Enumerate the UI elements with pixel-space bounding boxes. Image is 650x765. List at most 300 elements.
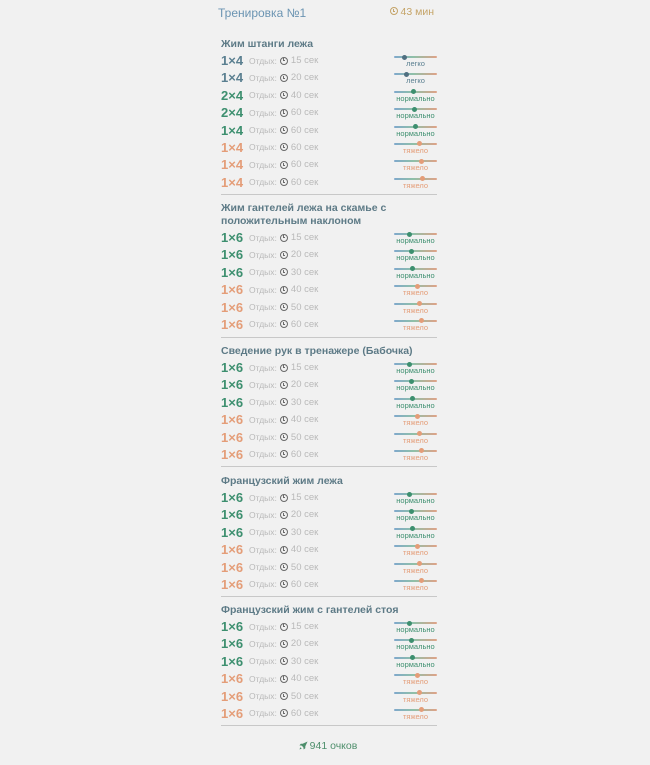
set-rest (249, 705, 318, 722)
workout-duration-value: 43 мин (400, 6, 434, 18)
intensity-label: тяжело (402, 711, 429, 721)
set-rest (249, 229, 318, 246)
set-list (221, 52, 437, 191)
set-row (221, 316, 437, 333)
intensity-track (394, 657, 437, 659)
rest-label: Отдых: (249, 673, 277, 684)
exercise-card (221, 475, 437, 597)
rest-time: 60 сек (290, 176, 319, 188)
intensity-meter (394, 73, 437, 86)
rest-time: 40 сек (290, 89, 319, 101)
intensity-track (394, 433, 437, 435)
set-list (221, 618, 437, 722)
rest-label: Отдых: (249, 284, 277, 295)
intensity-meter (394, 639, 437, 652)
rest-label: Отдых: (249, 232, 277, 243)
rest-label: Отдых: (249, 527, 277, 538)
intensity-track (394, 250, 437, 252)
intensity-label: тяжело (402, 305, 429, 315)
set-reps: 2×4 (221, 105, 244, 121)
intensity-label: нормально (396, 236, 435, 245)
rest-label: Отдых: (249, 267, 277, 278)
set-reps: 1×6 (221, 653, 244, 669)
rest-label: Отдых: (249, 177, 277, 188)
clock-icon (280, 74, 288, 82)
clock-icon (280, 234, 288, 242)
set-row (221, 541, 437, 558)
rest-time: 60 сек (290, 141, 319, 153)
rest-time: 60 сек (290, 707, 319, 719)
intensity-meter (394, 493, 437, 506)
set-list (221, 489, 437, 593)
clock-icon (280, 381, 288, 389)
intensity-meter (394, 268, 437, 281)
set-rest (249, 69, 318, 86)
rest-label: Отдых: (249, 72, 277, 83)
intensity-label: нормально (396, 111, 435, 121)
clock-icon (280, 580, 288, 588)
intensity-meter (394, 285, 437, 298)
exercise-card (221, 38, 437, 195)
set-rest (249, 576, 318, 593)
rest-time: 60 сек (290, 124, 319, 136)
intensity-meter (394, 415, 437, 428)
intensity-track (394, 692, 437, 694)
set-rest (249, 264, 318, 281)
set-reps: 1×6 (221, 429, 244, 445)
clock-icon (280, 303, 288, 311)
set-reps: 1×6 (221, 688, 244, 704)
rest-time: 60 сек (290, 318, 319, 330)
rest-time: 20 сек (290, 72, 319, 84)
rest-time: 20 сек (290, 249, 319, 261)
intensity-track (394, 178, 437, 180)
set-reps: 1×6 (221, 299, 244, 315)
rest-label: Отдых: (249, 414, 277, 425)
set-reps: 1×6 (221, 377, 244, 393)
intensity-label: тяжело (402, 677, 429, 687)
set-rest (249, 506, 318, 523)
intensity-track (394, 363, 437, 365)
set-row (221, 705, 437, 722)
rest-label: Отдых: (249, 638, 277, 649)
intensity-track (394, 56, 437, 58)
intensity-label: тяжело (402, 548, 429, 558)
set-row (221, 446, 437, 463)
exercise-card (221, 202, 437, 338)
workout-duration (390, 6, 434, 18)
clock-icon (280, 398, 288, 406)
intensity-label: тяжело (402, 288, 429, 298)
set-rest (249, 559, 318, 576)
rest-time: 50 сек (290, 690, 319, 702)
intensity-meter (394, 56, 437, 69)
points-value: 941 очков (309, 740, 358, 752)
clock-icon (280, 364, 288, 372)
set-row (221, 69, 437, 86)
intensity-label: нормально (396, 530, 435, 540)
rest-time: 40 сек (290, 414, 319, 426)
set-rest (249, 394, 318, 411)
set-row (221, 489, 437, 506)
intensity-meter (394, 398, 437, 411)
intensity-meter (394, 510, 437, 523)
intensity-label: нормально (396, 400, 435, 410)
exercise-card (221, 345, 437, 467)
rest-label: Отдых: (249, 302, 277, 313)
set-reps: 1×4 (221, 174, 244, 190)
rest-time: 20 сек (290, 509, 319, 521)
rest-time: 40 сек (290, 544, 319, 556)
rest-time: 15 сек (290, 362, 319, 373)
set-rest (249, 359, 318, 376)
rest-time: 50 сек (290, 301, 319, 313)
set-reps: 1×6 (221, 671, 244, 687)
intensity-label: нормально (396, 253, 435, 263)
set-row (221, 246, 437, 263)
set-rest (249, 446, 318, 463)
set-row (221, 104, 437, 121)
set-reps: 1×6 (221, 230, 244, 245)
clock-icon (280, 692, 288, 700)
exercise-card (221, 604, 437, 726)
intensity-track (394, 143, 437, 145)
rest-label: Отдых: (249, 142, 277, 153)
intensity-meter (394, 126, 437, 139)
set-reps: 1×6 (221, 282, 244, 298)
intensity-meter (394, 433, 437, 446)
set-rest (249, 635, 318, 652)
intensity-meter (394, 545, 437, 558)
set-row (221, 394, 437, 411)
intensity-label: нормально (396, 93, 435, 103)
rest-label: Отдых: (249, 107, 277, 118)
rest-label: Отдых: (249, 691, 277, 702)
set-reps: 1×6 (221, 412, 244, 428)
set-row (221, 281, 437, 298)
clock-icon (280, 511, 288, 519)
clock-icon (280, 709, 288, 717)
clock-icon (280, 623, 288, 631)
rest-label: Отдых: (249, 509, 277, 520)
intensity-track (394, 450, 437, 452)
intensity-label: нормально (396, 496, 435, 505)
set-rest (249, 376, 318, 393)
set-reps: 1×6 (221, 490, 244, 505)
intensity-track (394, 528, 437, 530)
intensity-label: нормально (396, 659, 435, 669)
intensity-label: тяжело (402, 163, 429, 173)
intensity-meter (394, 178, 437, 191)
set-reps: 1×6 (221, 576, 244, 592)
rest-time: 40 сек (290, 673, 319, 685)
workout-title: Тренировка №1 (218, 6, 307, 20)
rest-label: Отдых: (249, 579, 277, 590)
set-rest (249, 489, 318, 506)
intensity-label: нормально (396, 383, 435, 393)
intensity-meter (394, 143, 437, 156)
set-rest (249, 139, 318, 156)
clock-icon (280, 433, 288, 441)
set-reps: 1×6 (221, 360, 244, 375)
intensity-meter (394, 528, 437, 541)
set-rest (249, 52, 318, 69)
intensity-label: тяжело (402, 694, 429, 704)
set-reps: 1×6 (221, 542, 244, 558)
set-reps: 1×6 (221, 619, 244, 634)
intensity-track (394, 510, 437, 512)
intensity-track (394, 380, 437, 382)
rest-time: 20 сек (290, 379, 319, 391)
set-row (221, 688, 437, 705)
rest-time: 30 сек (290, 396, 319, 408)
set-reps: 1×4 (221, 157, 244, 173)
intensity-label: нормально (396, 513, 435, 523)
rest-label: Отдых: (249, 397, 277, 408)
rest-time: 60 сек (290, 448, 319, 460)
intensity-meter (394, 657, 437, 670)
set-rest (249, 246, 318, 263)
rest-label: Отдых: (249, 492, 277, 503)
clock-icon (280, 251, 288, 259)
set-rest (249, 87, 318, 104)
intensity-track (394, 320, 437, 322)
set-rest (249, 688, 318, 705)
intensity-label: тяжело (402, 418, 429, 428)
clock-icon (280, 657, 288, 665)
set-reps: 1×6 (221, 247, 244, 263)
set-row (221, 139, 437, 156)
rest-label: Отдых: (249, 379, 277, 390)
set-row (221, 576, 437, 593)
set-rest (249, 122, 318, 139)
intensity-label: тяжело (402, 145, 429, 155)
intensity-label: тяжело (402, 435, 429, 445)
clock-icon (280, 320, 288, 328)
clock-icon (280, 143, 288, 151)
rest-time: 60 сек (290, 159, 319, 171)
intensity-track (394, 709, 437, 711)
rest-time: 60 сек (290, 578, 319, 590)
clock-icon (280, 563, 288, 571)
set-reps: 1×4 (221, 70, 244, 86)
intensity-meter (394, 380, 437, 393)
rest-label: Отдых: (249, 362, 277, 373)
intensity-track (394, 622, 437, 624)
clock-icon (280, 91, 288, 99)
intensity-meter (394, 303, 437, 316)
rest-time: 15 сек (290, 621, 319, 632)
set-rest (249, 524, 318, 541)
set-row (221, 635, 437, 652)
set-rest (249, 429, 318, 446)
intensity-label: нормально (396, 270, 435, 280)
set-reps: 1×4 (221, 53, 244, 68)
intensity-track (394, 639, 437, 641)
rest-time: 30 сек (290, 655, 319, 667)
set-rest (249, 299, 318, 316)
points-total (220, 740, 436, 752)
set-row (221, 299, 437, 316)
set-reps: 1×6 (221, 394, 244, 410)
rest-label: Отдых: (249, 449, 277, 460)
intensity-label: тяжело (402, 452, 429, 462)
intensity-meter (394, 91, 437, 104)
set-rest (249, 653, 318, 670)
workout-header (218, 6, 434, 22)
rest-time: 15 сек (290, 55, 319, 66)
clock-icon (280, 268, 288, 276)
set-reps: 1×6 (221, 264, 244, 280)
clock-icon (280, 57, 288, 65)
set-row (221, 559, 437, 576)
rest-time: 50 сек (290, 431, 319, 443)
rest-time: 15 сек (290, 232, 319, 243)
intensity-meter (394, 692, 437, 705)
intensity-track (394, 580, 437, 582)
exercise-name: Французский жим с гантелей стоя (221, 604, 399, 616)
set-reps: 1×6 (221, 559, 244, 575)
intensity-label: тяжело (402, 180, 429, 190)
rest-label: Отдых: (249, 544, 277, 555)
intensity-meter (394, 563, 437, 576)
rest-time: 40 сек (290, 284, 319, 296)
clock-icon (280, 640, 288, 648)
intensity-track (394, 398, 437, 400)
intensity-meter (394, 622, 437, 635)
set-reps: 1×6 (221, 524, 244, 540)
rest-label: Отдых: (249, 125, 277, 136)
rest-label: Отдых: (249, 249, 277, 260)
set-reps: 1×6 (221, 316, 244, 332)
clock-icon (280, 528, 288, 536)
clock-icon (280, 178, 288, 186)
clock-icon (280, 675, 288, 683)
intensity-meter (394, 363, 437, 376)
intensity-meter (394, 674, 437, 687)
rest-label: Отдых: (249, 562, 277, 573)
rest-time: 30 сек (290, 266, 319, 278)
intensity-track (394, 563, 437, 565)
rest-label: Отдых: (249, 55, 277, 66)
clock-icon (280, 546, 288, 554)
set-rest (249, 618, 318, 635)
clock-icon (280, 494, 288, 502)
set-row (221, 156, 437, 173)
set-rest (249, 156, 318, 173)
exercise-name: Французский жим лежа (221, 475, 343, 487)
set-reps: 1×6 (221, 636, 244, 652)
intensity-track (394, 303, 437, 305)
set-row (221, 524, 437, 541)
set-row (221, 618, 437, 635)
set-reps: 1×6 (221, 446, 244, 462)
set-rest (249, 281, 318, 298)
intensity-label: тяжело (402, 582, 429, 592)
set-row (221, 174, 437, 191)
intensity-meter (394, 233, 437, 246)
set-row (221, 653, 437, 670)
intensity-track (394, 493, 437, 495)
set-rest (249, 411, 318, 428)
intensity-label: легко (406, 59, 425, 68)
intensity-label: нормально (396, 642, 435, 652)
set-row (221, 87, 437, 104)
set-rest (249, 541, 318, 558)
set-row (221, 264, 437, 281)
intensity-track (394, 268, 437, 270)
set-reps: 1×6 (221, 507, 244, 523)
set-row (221, 229, 437, 246)
intensity-meter (394, 450, 437, 463)
rest-label: Отдых: (249, 708, 277, 719)
rest-label: Отдых: (249, 319, 277, 330)
set-rest (249, 174, 318, 191)
set-row (221, 506, 437, 523)
clock-icon (390, 7, 398, 15)
rest-time: 30 сек (290, 526, 319, 538)
clock-icon (280, 161, 288, 169)
intensity-label: нормально (396, 625, 435, 634)
rest-time: 15 сек (290, 492, 319, 503)
intensity-label: нормально (396, 128, 435, 138)
intensity-track (394, 160, 437, 162)
exercise-name: Жим гантелей лежа на скамье с положительным наклоном (221, 202, 387, 227)
set-reps: 2×4 (221, 87, 244, 103)
intensity-label: тяжело (402, 565, 429, 575)
set-rest (249, 670, 318, 687)
set-reps: 1×4 (221, 122, 244, 138)
set-rest (249, 316, 318, 333)
intensity-meter (394, 320, 437, 333)
set-row (221, 359, 437, 376)
clock-icon (280, 109, 288, 117)
clock-icon (280, 416, 288, 424)
set-reps: 1×4 (221, 139, 244, 155)
set-list (221, 229, 437, 333)
set-row (221, 52, 437, 69)
clock-icon (280, 126, 288, 134)
clock-icon (280, 286, 288, 294)
exercise-name: Сведение рук в тренажере (Бабочка) (221, 345, 413, 357)
intensity-track (394, 233, 437, 235)
rest-time: 50 сек (290, 561, 319, 573)
set-rest (249, 104, 318, 121)
set-row (221, 122, 437, 139)
rest-label: Отдых: (249, 159, 277, 170)
set-row (221, 429, 437, 446)
intensity-meter (394, 250, 437, 263)
rocket-icon (299, 741, 308, 750)
rest-time: 20 сек (290, 638, 319, 650)
clock-icon (280, 450, 288, 458)
rest-label: Отдых: (249, 432, 277, 443)
intensity-label: тяжело (402, 322, 429, 332)
rest-time: 60 сек (290, 107, 319, 119)
set-reps: 1×6 (221, 705, 244, 721)
exercise-name: Жим штанги лежа (221, 38, 314, 50)
set-row (221, 411, 437, 428)
intensity-meter (394, 160, 437, 173)
rest-label: Отдых: (249, 621, 277, 632)
rest-label: Отдых: (249, 656, 277, 667)
rest-label: Отдых: (249, 90, 277, 101)
set-row (221, 376, 437, 393)
set-row (221, 670, 437, 687)
intensity-label: легко (406, 76, 425, 86)
intensity-meter (394, 580, 437, 593)
intensity-track (394, 73, 437, 75)
